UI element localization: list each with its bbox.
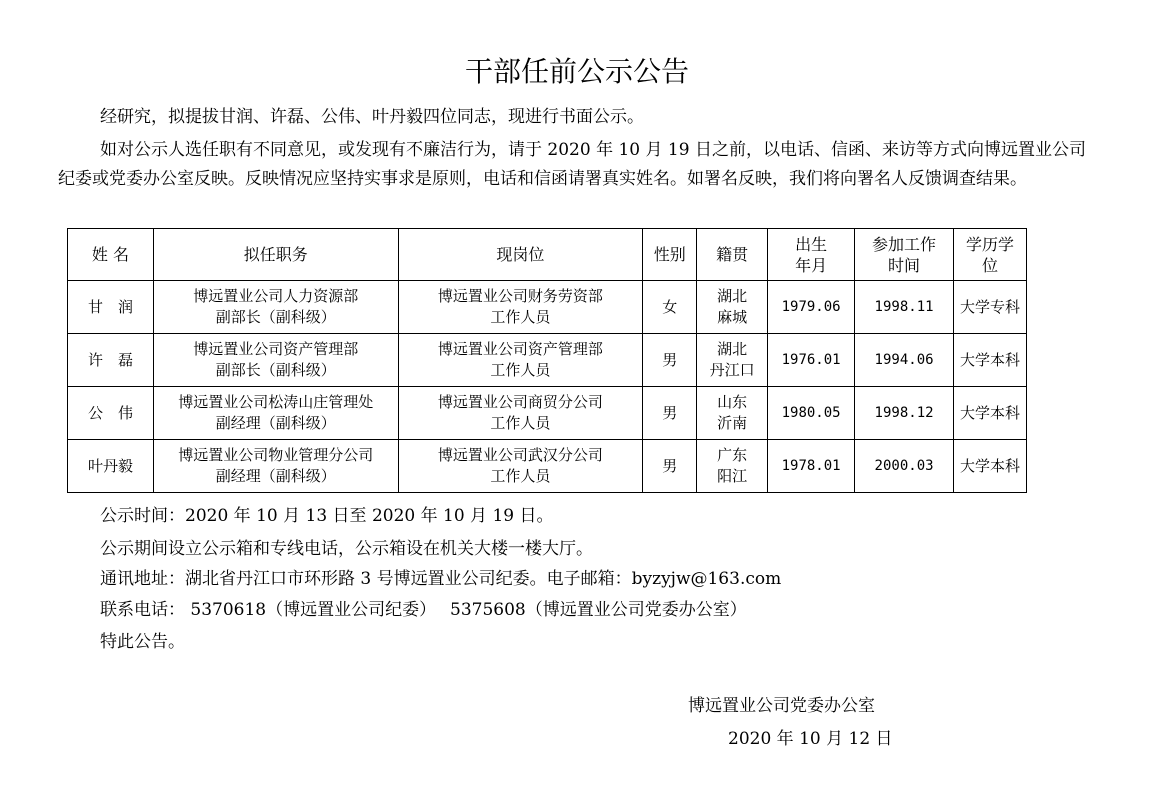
origin-line2: 沂南 — [717, 414, 748, 432]
proposed-line2: 副经理（副科级） — [215, 467, 336, 485]
closing-statement: 特此公告。 — [100, 632, 185, 652]
table-row — [68, 281, 1027, 334]
contact-address: 通讯地址：湖北省丹江口市环形路 3 号博远置业公司纪委。电子邮箱：byzyjw@163.com — [100, 569, 782, 589]
cell-origin — [697, 334, 768, 387]
header-birth-line1: 出生 — [795, 234, 828, 254]
header-current-post: 现岗位 — [398, 229, 643, 281]
header-birth-line2: 年月 — [795, 255, 828, 275]
current-line1: 博远置业公司资产管理部 — [437, 340, 603, 358]
cell-proposed-position — [153, 334, 398, 387]
table-row — [68, 334, 1027, 387]
proposed-line2: 副部长（副科级） — [215, 361, 336, 379]
proposed-line1: 博远置业公司资产管理部 — [193, 340, 359, 358]
header-origin: 籍贯 — [697, 229, 768, 281]
header-birth — [768, 229, 855, 281]
signature-org: 博远置业公司党委办公室 — [688, 696, 875, 716]
notice-box-info: 公示期间设立公示箱和专线电话，公示箱设在机关大楼一楼大厅。 — [100, 539, 593, 559]
intro-paragraph: 经研究，拟提拔甘润、许磊、公伟、叶丹毅四位同志，现进行书面公示。 — [100, 107, 644, 127]
proposed-line2: 副部长（副科级） — [215, 308, 336, 326]
current-line2: 工作人员 — [490, 467, 551, 485]
cell-name: 甘 润 — [68, 281, 154, 334]
cell-origin — [697, 281, 768, 334]
header-proposed-position: 拟任职务 — [153, 229, 398, 281]
header-name: 姓 名 — [68, 229, 154, 281]
cell-education: 大学本科 — [954, 387, 1027, 440]
header-work-line2: 时间 — [888, 255, 921, 275]
proposed-line1: 博远置业公司人力资源部 — [193, 287, 359, 305]
proposed-line1: 博远置业公司物业管理分公司 — [178, 446, 374, 464]
origin-line2: 麻城 — [717, 308, 748, 326]
cell-current-post — [398, 387, 643, 440]
current-line2: 工作人员 — [490, 361, 551, 379]
cell-work-start: 1994.06 — [855, 334, 954, 387]
table-header-row — [68, 229, 1027, 281]
cell-origin — [697, 387, 768, 440]
cell-gender: 男 — [643, 387, 697, 440]
table-row — [68, 387, 1027, 440]
cell-proposed-position — [153, 387, 398, 440]
cell-name: 叶丹毅 — [68, 440, 154, 493]
cell-work-start: 1998.12 — [855, 387, 954, 440]
header-work-start — [855, 229, 954, 281]
cell-current-post — [398, 281, 643, 334]
cell-education: 大学本科 — [954, 334, 1027, 387]
origin-line1: 山东 — [717, 393, 748, 411]
cell-education: 大学本科 — [954, 440, 1027, 493]
cell-birth: 1976.01 — [768, 334, 855, 387]
current-line1: 博远置业公司商贸分公司 — [437, 393, 603, 411]
cell-birth: 1979.06 — [768, 281, 855, 334]
origin-line1: 湖北 — [717, 340, 748, 358]
cell-gender: 男 — [643, 334, 697, 387]
header-work-line1: 参加工作 — [872, 234, 937, 254]
cell-education: 大学专科 — [954, 281, 1027, 334]
signature-date: 2020 年 10 月 12 日 — [728, 729, 893, 749]
cell-birth: 1978.01 — [768, 440, 855, 493]
candidate-table — [67, 228, 1027, 493]
notice-period: 公示时间：2020 年 10 月 13 日至 2020 年 10 月 19 日。 — [100, 506, 554, 526]
cell-current-post — [398, 440, 643, 493]
page-title: 干部任前公示公告 — [464, 55, 689, 88]
notice-paragraph: 如对公示人选任职有不同意见，或发现有不廉洁行为，请于 2020 年 10 月 19 日之前，以电话、信函、来访等方式向博远置业公司纪委或党委办公室反映。反映情况应坚持实事求是原则，电话和信函请署真实姓名。如署名反映，我们将向署名人反馈调查结果。 — [58, 140, 1086, 189]
current-line1: 博远置业公司财务劳资部 — [437, 287, 603, 305]
origin-line2: 丹江口 — [709, 361, 755, 379]
cell-origin — [697, 440, 768, 493]
table-row — [68, 440, 1027, 493]
current-line2: 工作人员 — [490, 414, 551, 432]
proposed-line1: 博远置业公司松涛山庄管理处 — [178, 393, 374, 411]
cell-gender: 男 — [643, 440, 697, 493]
cell-birth: 1980.05 — [768, 387, 855, 440]
current-line2: 工作人员 — [490, 308, 551, 326]
current-line1: 博远置业公司武汉分公司 — [437, 446, 603, 464]
header-education: 学历学位 — [954, 229, 1027, 281]
cell-current-post — [398, 334, 643, 387]
cell-work-start: 2000.03 — [855, 440, 954, 493]
cell-work-start: 1998.11 — [855, 281, 954, 334]
proposed-line2: 副经理（副科级） — [215, 414, 336, 432]
cell-name: 公 伟 — [68, 387, 154, 440]
cell-proposed-position — [153, 440, 398, 493]
cell-name: 许 磊 — [68, 334, 154, 387]
header-gender: 性别 — [643, 229, 697, 281]
origin-line1: 广东 — [717, 446, 748, 464]
cell-gender: 女 — [643, 281, 697, 334]
cell-proposed-position — [153, 281, 398, 334]
origin-line2: 阳江 — [717, 467, 748, 485]
contact-phone: 联系电话： 5370618（博远置业公司纪委） 5375608（博远置业公司党委办公室） — [100, 600, 747, 620]
origin-line1: 湖北 — [717, 287, 748, 305]
